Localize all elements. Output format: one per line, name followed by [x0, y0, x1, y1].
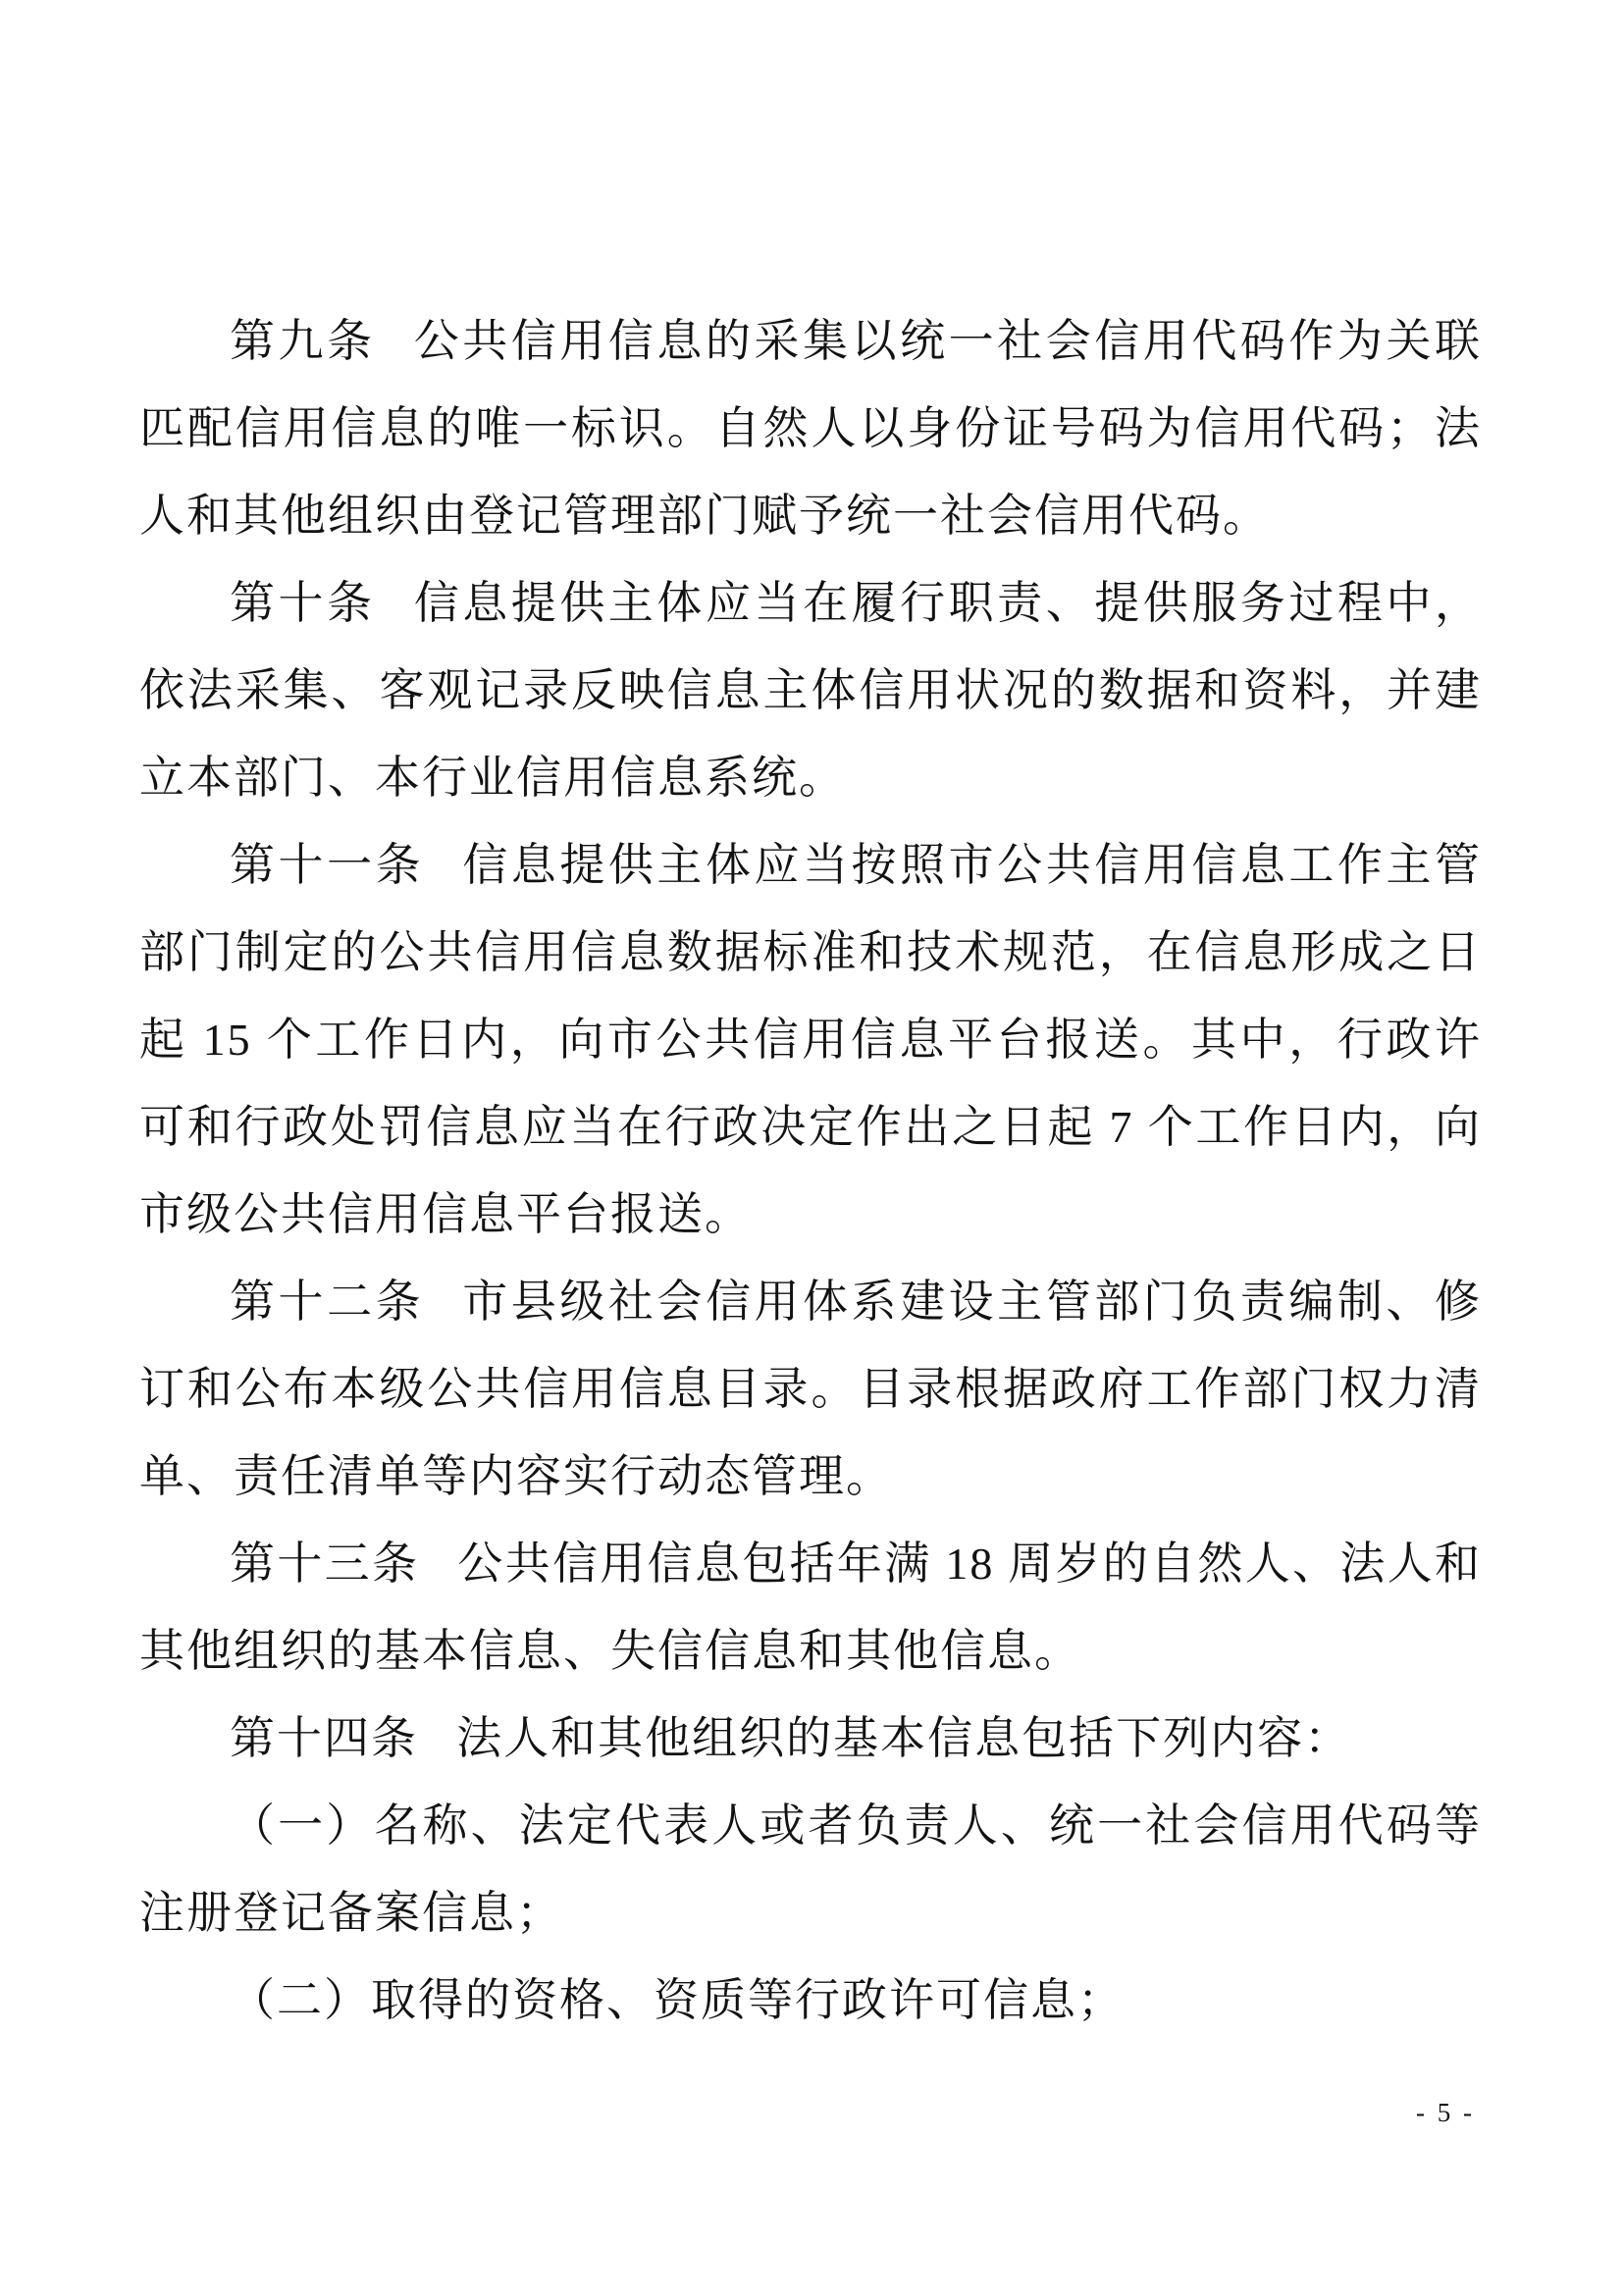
- article-text: 信息提供主体应当在履行职责、提供服务过程中，依法采集、客观记录反映信息主体信用状况的数据和资料，并建立本部门、本行业信用信息系统。: [139, 578, 1483, 803]
- article-paragraph-10: [139, 559, 1482, 821]
- article-paragraph-9: [139, 297, 1482, 559]
- article-paragraph-11: [139, 821, 1482, 1258]
- page-number: - 5 -: [1416, 2098, 1475, 2127]
- article-paragraph-14: [139, 1695, 1482, 1782]
- article-number: 第十三条: [230, 1539, 420, 1589]
- article-paragraph-13: [139, 1520, 1482, 1695]
- article-number: 第十二条: [230, 1277, 425, 1327]
- document-body-text: [139, 297, 1482, 2044]
- article-number: 第十四条: [230, 1713, 418, 1763]
- article-text: 信息提供主体应当按照市公共信用信息工作主管部门制定的公共信用信息数据标准和技术规范，在信息形成之日起 15 个工作日内，向市公共信用信息平台报送。其中，行政许可和行政处罚信息应当在行政决定作出之日起 7 个工作日内，向市级公共信用信息平台报送。: [139, 840, 1483, 1239]
- article-14-item-1: [139, 1782, 1482, 1957]
- article-number: 第十一条: [230, 840, 425, 890]
- article-number: 第十条: [230, 578, 376, 628]
- article-text: （二）取得的资格、资质等行政许可信息；: [230, 1975, 1125, 2025]
- article-14-item-2: [139, 1957, 1482, 2044]
- article-text: （一）名称、法定代表人或者负责人、统一社会信用代码等注册登记备案信息；: [139, 1800, 1482, 1938]
- article-number: 第九条: [230, 316, 376, 366]
- article-text: 市县级社会信用体系建设主管部门负责编制、修订和公布本级公共信用信息目录。目录根据政府工作部门权力清单、责任清单等内容实行动态管理。: [139, 1277, 1483, 1501]
- article-text: 法人和其他组织的基本信息包括下列内容：: [456, 1713, 1352, 1763]
- article-paragraph-12: [139, 1258, 1482, 1520]
- article-text: 公共信用信息包括年满 18 周岁的自然人、法人和其他组织的基本信息、失信信息和其他信息。: [139, 1539, 1483, 1676]
- article-text: 公共信用信息的采集以统一社会信用代码作为关联匹配信用信息的唯一标识。自然人以身份证号码为信用代码；法人和其他组织由登记管理部门赋予统一社会信用代码。: [139, 316, 1483, 541]
